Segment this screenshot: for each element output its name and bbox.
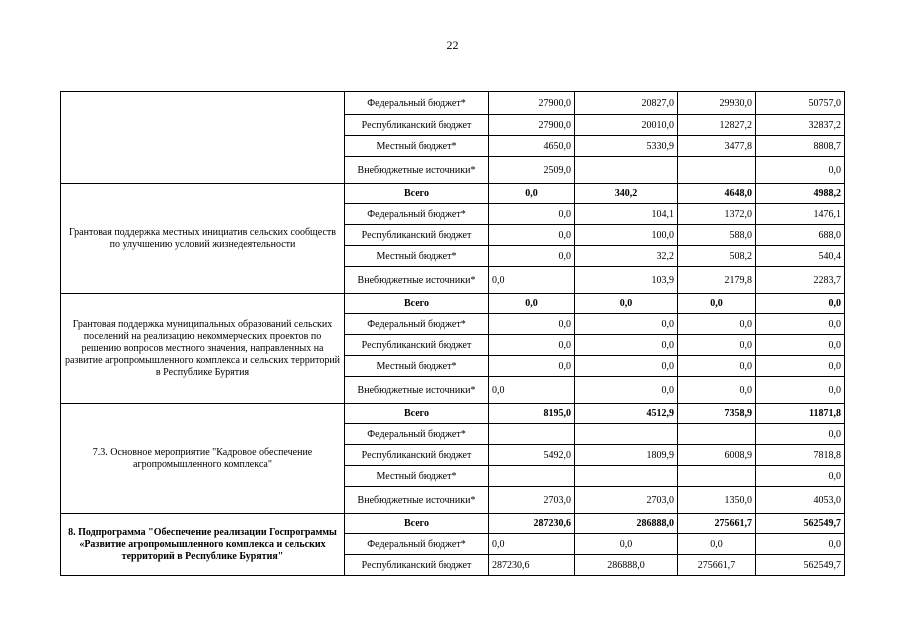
source-label: Республиканский бюджет (345, 225, 489, 246)
value-cell: 0,0 (756, 534, 845, 555)
value-cell: 0,0 (575, 377, 678, 404)
value-cell: 0,0 (756, 157, 845, 184)
value-cell: 32,2 (575, 246, 678, 267)
value-cell: 11871,8 (756, 404, 845, 424)
value-cell: 27900,0 (489, 115, 575, 136)
value-cell: 540,4 (756, 246, 845, 267)
subprogram-name: 8. Подпрограмма "Обеспечение реализации Госпрограммы «Развитие агропромышленного комплекса и сельских территорий в Республике Бурятия" (61, 514, 345, 576)
value-cell (489, 466, 575, 487)
value-cell: 2283,7 (756, 267, 845, 294)
table-row (61, 184, 845, 204)
source-label-total: Всего (345, 404, 489, 424)
value-cell: 8808,7 (756, 136, 845, 157)
value-cell: 0,0 (575, 356, 678, 377)
source-label: Республиканский бюджет (345, 555, 489, 576)
value-cell: 7358,9 (678, 404, 756, 424)
value-cell: 32837,2 (756, 115, 845, 136)
table-row (61, 294, 845, 314)
value-cell (575, 466, 678, 487)
source-label: Внебюджетные источники* (345, 487, 489, 514)
value-cell: 5492,0 (489, 445, 575, 466)
value-cell: 562549,7 (756, 514, 845, 534)
value-cell: 275661,7 (678, 514, 756, 534)
table-row (61, 92, 845, 115)
source-label: Федеральный бюджет* (345, 424, 489, 445)
value-cell: 0,0 (678, 294, 756, 314)
value-cell: 0,0 (756, 424, 845, 445)
value-cell: 508,2 (678, 246, 756, 267)
value-cell: 29930,0 (678, 92, 756, 115)
value-cell: 0,0 (678, 377, 756, 404)
value-cell: 287230,6 (489, 514, 575, 534)
value-cell: 20827,0 (575, 92, 678, 115)
value-cell: 0,0 (489, 534, 575, 555)
value-cell: 1476,1 (756, 204, 845, 225)
value-cell: 104,1 (575, 204, 678, 225)
table-row (61, 514, 845, 534)
value-cell: 4053,0 (756, 487, 845, 514)
budget-table (60, 91, 845, 576)
value-cell: 0,0 (678, 356, 756, 377)
program-name: 7.3. Основное мероприятие "Кадровое обеспечение агропромышленного комплекса" (61, 404, 345, 514)
value-cell: 2179,8 (678, 267, 756, 294)
value-cell (678, 466, 756, 487)
value-cell: 0,0 (489, 267, 575, 294)
table-row (61, 404, 845, 424)
value-cell: 588,0 (678, 225, 756, 246)
value-cell: 286888,0 (575, 514, 678, 534)
value-cell: 4650,0 (489, 136, 575, 157)
source-label: Федеральный бюджет* (345, 92, 489, 115)
source-label: Внебюджетные источники* (345, 377, 489, 404)
value-cell: 1809,9 (575, 445, 678, 466)
value-cell: 340,2 (575, 184, 678, 204)
value-cell: 50757,0 (756, 92, 845, 115)
value-cell: 3477,8 (678, 136, 756, 157)
value-cell: 4988,2 (756, 184, 845, 204)
value-cell: 0,0 (489, 246, 575, 267)
value-cell: 0,0 (489, 204, 575, 225)
value-cell (575, 424, 678, 445)
value-cell: 0,0 (756, 466, 845, 487)
value-cell: 20010,0 (575, 115, 678, 136)
value-cell: 287230,6 (489, 555, 575, 576)
value-cell: 688,0 (756, 225, 845, 246)
source-label: Внебюджетные источники* (345, 157, 489, 184)
value-cell: 0,0 (678, 335, 756, 356)
program-cell-empty (61, 92, 345, 184)
source-label: Внебюджетные источники* (345, 267, 489, 294)
value-cell: 2703,0 (489, 487, 575, 514)
source-label: Федеральный бюджет* (345, 314, 489, 335)
value-cell: 100,0 (575, 225, 678, 246)
value-cell: 0,0 (489, 335, 575, 356)
value-cell: 6008,9 (678, 445, 756, 466)
value-cell: 2509,0 (489, 157, 575, 184)
source-label: Республиканский бюджет (345, 335, 489, 356)
value-cell: 4512,9 (575, 404, 678, 424)
value-cell: 27900,0 (489, 92, 575, 115)
value-cell: 0,0 (489, 184, 575, 204)
source-label-total: Всего (345, 184, 489, 204)
source-label: Местный бюджет* (345, 136, 489, 157)
source-label: Федеральный бюджет* (345, 534, 489, 555)
source-label: Федеральный бюджет* (345, 204, 489, 225)
page-number: 22 (446, 38, 459, 52)
value-cell: 7818,8 (756, 445, 845, 466)
source-label: Местный бюджет* (345, 356, 489, 377)
program-name: Грантовая поддержка муниципальных образований сельских поселений на реализацию некоммерческих проектов по решению вопросов местного значения, направленных на развитие агропромышленного комплекса и сельских территорий в Республике Бурятия (61, 294, 345, 404)
value-cell: 1350,0 (678, 487, 756, 514)
value-cell: 0,0 (756, 294, 845, 314)
value-cell (678, 157, 756, 184)
value-cell: 0,0 (575, 314, 678, 335)
source-label-total: Всего (345, 294, 489, 314)
program-name: Грантовая поддержка местных инициатив сельских сообществ по улучшению условий жизнедеятельности (61, 184, 345, 294)
source-label-total: Всего (345, 514, 489, 534)
value-cell: 286888,0 (575, 555, 678, 576)
value-cell: 0,0 (489, 377, 575, 404)
value-cell: 12827,2 (678, 115, 756, 136)
value-cell: 8195,0 (489, 404, 575, 424)
value-cell: 0,0 (489, 314, 575, 335)
value-cell: 0,0 (756, 377, 845, 404)
source-label: Местный бюджет* (345, 246, 489, 267)
value-cell: 0,0 (575, 294, 678, 314)
value-cell: 0,0 (489, 225, 575, 246)
value-cell: 0,0 (756, 335, 845, 356)
value-cell: 0,0 (678, 534, 756, 555)
source-label: Республиканский бюджет (345, 115, 489, 136)
value-cell (678, 424, 756, 445)
value-cell: 0,0 (575, 534, 678, 555)
value-cell (489, 424, 575, 445)
value-cell (575, 157, 678, 184)
value-cell: 0,0 (575, 335, 678, 356)
value-cell: 5330,9 (575, 136, 678, 157)
value-cell: 0,0 (489, 294, 575, 314)
value-cell: 0,0 (678, 314, 756, 335)
value-cell: 4648,0 (678, 184, 756, 204)
source-label: Местный бюджет* (345, 466, 489, 487)
value-cell: 0,0 (756, 314, 845, 335)
value-cell: 0,0 (756, 356, 845, 377)
value-cell: 275661,7 (678, 555, 756, 576)
value-cell: 0,0 (489, 356, 575, 377)
value-cell: 103,9 (575, 267, 678, 294)
value-cell: 1372,0 (678, 204, 756, 225)
value-cell: 562549,7 (756, 555, 845, 576)
value-cell: 2703,0 (575, 487, 678, 514)
source-label: Республиканский бюджет (345, 445, 489, 466)
